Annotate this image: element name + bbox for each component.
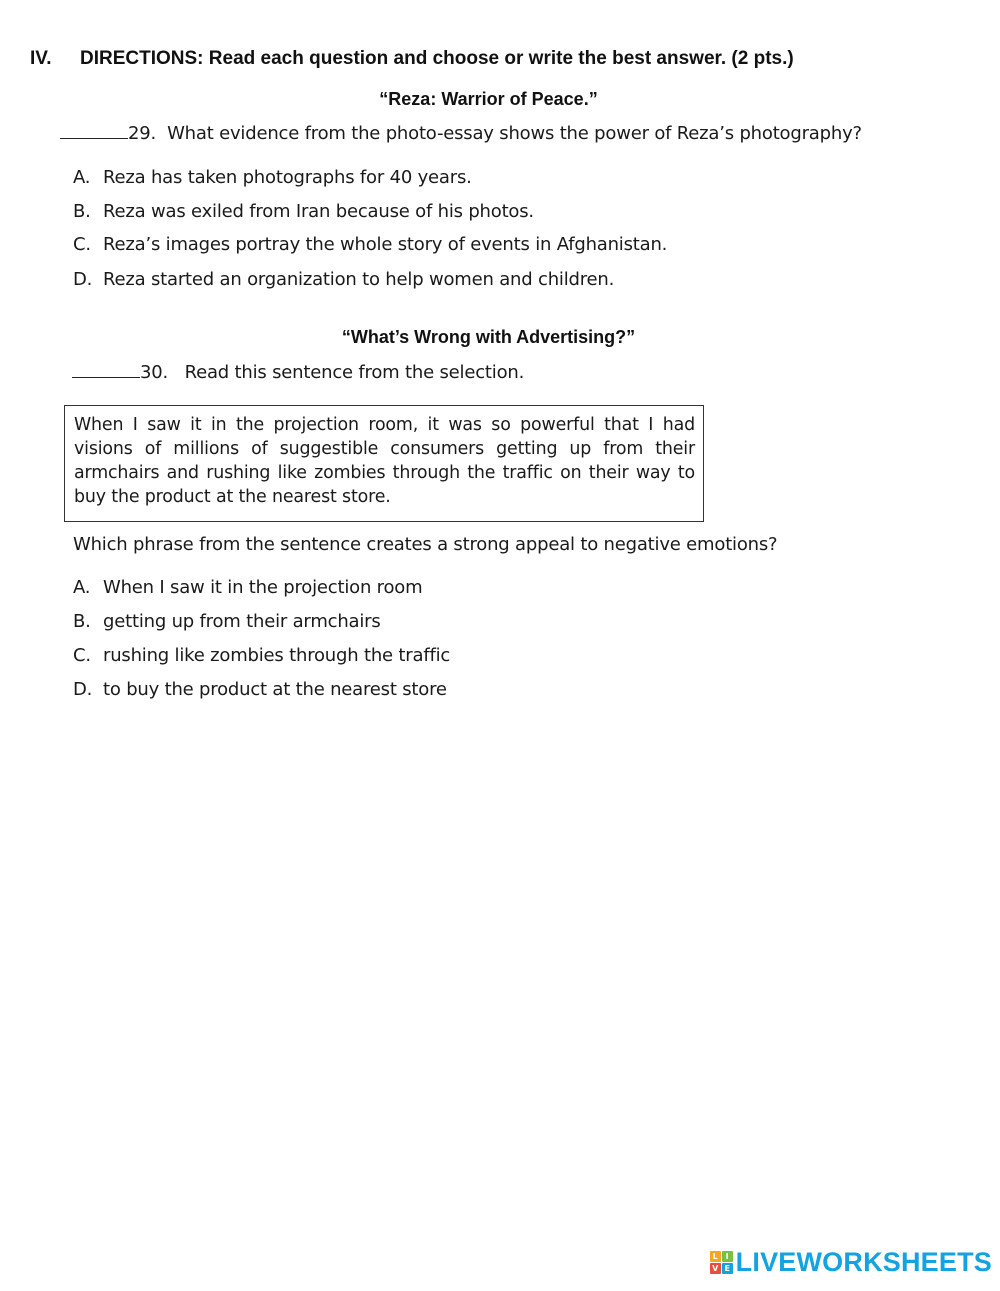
option-letter: D. [73, 269, 93, 290]
question-30-number: 30. [140, 362, 169, 383]
option-text: to buy the product at the nearest store [103, 679, 447, 700]
option-letter: A. [73, 167, 91, 188]
q29-option-b[interactable] [73, 201, 534, 222]
logo-tile: V [710, 1263, 721, 1274]
option-text: Reza has taken photographs for 40 years. [103, 167, 472, 188]
option-letter: C. [73, 234, 91, 255]
logo-tile: I [722, 1251, 733, 1262]
answer-blank-30[interactable] [72, 360, 140, 378]
option-letter: B. [73, 201, 91, 222]
question-30-text: Read this sentence from the selection. [184, 362, 525, 383]
option-letter: A. [73, 577, 91, 598]
question-29 [60, 121, 862, 144]
question-30 [72, 360, 524, 383]
directions-text: DIRECTIONS: Read each question and choose or write the best answer. (2 pts.) [80, 48, 794, 69]
option-letter: D. [73, 679, 93, 700]
q30-option-c[interactable] [73, 645, 450, 666]
option-letter: C. [73, 645, 91, 666]
logo-tile: L [710, 1251, 721, 1262]
question-29-text: What evidence from the photo-essay shows the power of Reza’s photography? [167, 123, 862, 144]
option-text: Reza started an organization to help women and children. [103, 269, 615, 290]
liveworksheets-logo [710, 1247, 992, 1277]
option-letter: B. [73, 611, 91, 632]
q29-option-a[interactable] [73, 167, 472, 188]
quote-box: When I saw it in the projection room, it was so powerful that I had visions of millions of suggestible consumers getting up from their armchairs and rushing like zombies through the traffic on their way to buy the product at the nearest store. [64, 405, 704, 522]
q29-option-c[interactable] [73, 234, 667, 255]
logo-tiles-icon [710, 1251, 733, 1274]
story-title-advertising: “What’s Wrong with Advertising?” [341, 327, 636, 347]
question-30-prompt: Which phrase from the sentence creates a strong appeal to negative emotions? [73, 534, 778, 555]
q30-option-b[interactable] [73, 611, 381, 632]
logo-wordmark: LIVEWORKSHEETS [735, 1247, 992, 1277]
q30-option-a[interactable] [73, 577, 422, 598]
question-29-number: 29. [128, 123, 157, 144]
answer-blank-29[interactable] [60, 121, 128, 139]
logo-tile: E [722, 1263, 733, 1274]
option-text: When I saw it in the projection room [103, 577, 423, 598]
option-text: Reza was exiled from Iran because of his photos. [103, 201, 534, 222]
q30-option-d[interactable] [73, 679, 447, 700]
option-text: getting up from their armchairs [103, 611, 381, 632]
option-text: rushing like zombies through the traffic [103, 645, 451, 666]
story-title-reza: “Reza: Warrior of Peace.” [379, 89, 598, 109]
q29-option-d[interactable] [73, 269, 614, 290]
section-number: IV. [30, 48, 52, 69]
option-text: Reza’s images portray the whole story of events in Afghanistan. [103, 234, 668, 255]
directions-heading [30, 48, 794, 70]
